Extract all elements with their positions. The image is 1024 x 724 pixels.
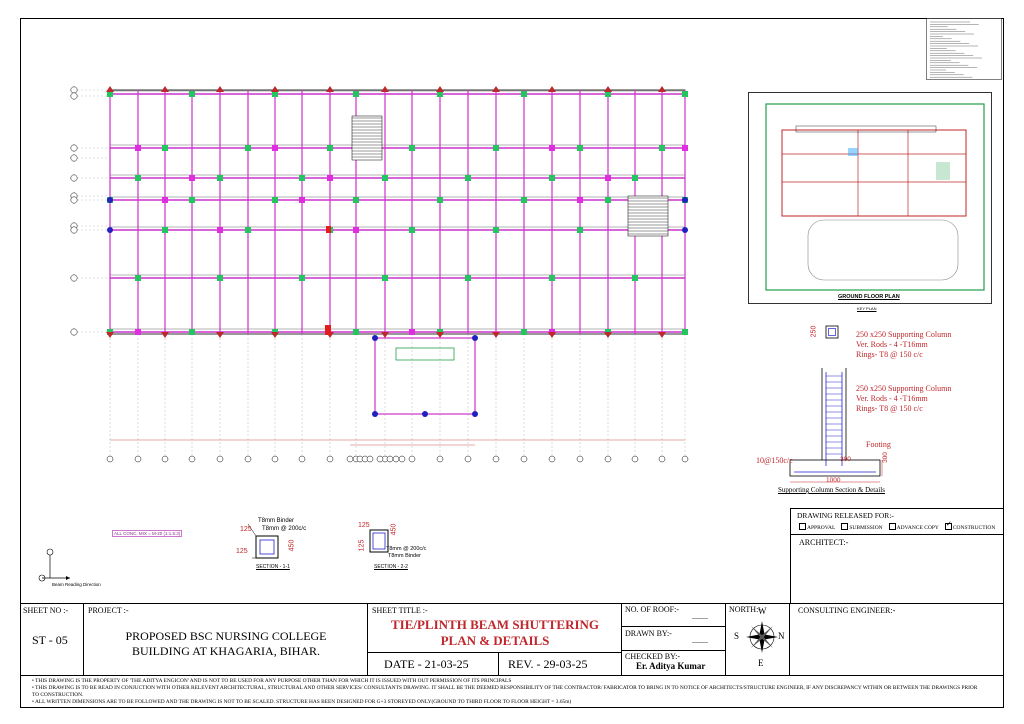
column-m-6-1 [272,145,278,151]
grid-bubble-bottom-25 [367,456,373,462]
note-2: • THIS DRAWING IS TO BE READ IN CONJUCTION WITH OTHER RELEVENT ARCHITECTURAL, STRUCTURAL AND OTHER SERVICES/ CONSULTANTS DRAWING. IT SHALL BE THE DEEMED RESPONSIBILITY OF THE CONTRACTOR/ FABRICATOR TO BRING IN TO NOTICE OF ARCHITECTS/STRUCTURE ENGINEER, IF ANY DISCREPANCY WITHIN OR BETWEEN THE DRAWINGS PRIOR TO CONSTRUCTION. [32,685,978,698]
column-14-4 [493,227,499,233]
checked-value: Er. Aditya Kumar [636,661,706,671]
sheet-no-cell [20,603,84,675]
sheet-no-label: SHEET NO :- [23,606,69,615]
concrete-mix-note: ALL CONC. MIX = M-20 (1:1.5:3) [114,531,181,536]
grid-bubble-bottom-27 [387,456,393,462]
consulting-cell [790,603,1004,675]
column-13-5 [465,275,471,281]
grid-bubble-bottom-12 [437,456,443,462]
section-1-dim-a: 125 [236,548,248,555]
column-13-2 [465,175,471,181]
note-1-text: THIS DRAWING IS THE PROPERTY OF 'THE ADITYA ENGICON' AND IS NOT TO BE USED FOR ANY PURPOSE OTHER THAN FOR WHICH IT IS ISSUED WITH OUT PERMISSION OF ITS PRINCIPALS [35,678,512,684]
bottom-marker-2 [161,332,169,338]
drawn-value: -------- [692,640,708,646]
consulting-label: CONSULTING ENGINEER:- [798,606,896,615]
grid-bubble-bottom-1 [135,456,141,462]
grid-bubble-bottom-5 [245,456,251,462]
column-21-6 [682,329,688,335]
grid-bubble-left-3 [71,155,77,161]
section-1-dim-w: 125 [240,526,252,533]
porch-column-4 [422,411,428,417]
roof-label: NO. OF ROOF:- [625,605,680,614]
column-19-5 [632,275,638,281]
grid-bubble-bottom-7 [299,456,305,462]
column-m-16-1 [549,145,555,151]
sheet-title-line-1: TIE/PLINTH BEAM SHUTTERING [390,617,600,632]
column-20-1 [659,145,665,151]
top-marker-14 [492,86,500,92]
architect-box [790,534,1004,604]
beam-direction-legend [36,546,76,586]
note-1: • THIS DRAWING IS THE PROPERTY OF 'THE ADITYA ENGICON' AND IS NOT TO BE USED FOR ANY PURPOSE OTHER THAN FOR WHICH IT IS ISSUED WITH OUT PERMISSION OF ITS PRINCIPALS [32,678,512,684]
staircase-0 [352,116,382,160]
top-marker-20 [658,86,666,92]
key-plan [748,92,992,304]
column-m-7-3 [299,197,305,203]
sheet-title-cell [368,603,622,675]
north-cell [726,603,790,675]
grid-bubble-bottom-8 [327,456,333,462]
column-3-3 [189,197,195,203]
column-11-4 [409,227,415,233]
column-21-0 [682,91,688,97]
bottom-marker-4 [216,332,224,338]
section-1-binder: T8mm Binder [258,518,295,524]
column-11-1 [409,145,415,151]
compass-n: N [778,631,785,641]
column-m-11-6 [409,329,415,335]
column-m-2-3 [162,197,168,203]
column-5-1 [245,145,251,151]
grid-bubble-bottom-19 [632,456,638,462]
section-2-caption: SECTION - 2-2 [374,564,408,570]
highlight-column-a [325,325,331,335]
sheet-title-line-2: PLAN & DETAILS [440,633,550,648]
grid-bubble-left-0 [71,87,77,93]
release-option-approval[interactable] [799,523,835,531]
grid-bubble-left-8 [71,227,77,233]
column-1-5 [135,275,141,281]
top-marker-10 [381,86,389,92]
release-option-construction[interactable] [945,520,996,531]
section-1-caption: SECTION - 1-1 [256,564,290,570]
key-plan-sub: KEY PLAN [857,306,877,311]
release-checkbox-submission[interactable] [841,523,848,530]
column-m-21-1 [682,145,688,151]
grid-bubble-bottom-0 [107,456,113,462]
grid-bubble-bottom-28 [393,456,399,462]
sheet-title-label: SHEET TITLE :- [372,606,428,615]
drawn-label: DRAWN BY:- [625,629,672,638]
column-top-note [856,330,951,360]
column-m-4-4 [217,227,223,233]
porch-column-2 [372,411,378,417]
column-mid-note-l2: Ver. Rods - 4 -T16mm [856,394,928,403]
drawing-released-box [790,508,1004,534]
drawing-released-title: DRAWING RELEASED FOR:- [797,511,894,520]
column-m-1-1 [135,145,141,151]
general-notes-table [926,18,1002,80]
grid-bubble-bottom-4 [217,456,223,462]
release-option-advance-copy[interactable] [889,523,939,531]
section-2-dim-a: 125 [358,539,366,552]
note-3-text: ALL WRITTEN DIMENSIONS ARE TO BE FOLLOWED AND THE DRAWING IS NOT TO BE SCALED. STRUCTURE HAS BEEN DESIGNED FOR G+3 STOREYED ONLY(GROUND TO THIRD FLOOR TO FLOOR HEIGHT = 3.65m) [34,699,572,705]
grid-bubble-bottom-6 [272,456,278,462]
grid-bubble-bottom-11 [409,456,415,462]
porch-column-3 [472,411,478,417]
section-2-spacing: T8mm @ 200c/c [386,546,427,552]
rev-value: REV. - 29-03-25 [508,657,588,671]
release-option-construction-label: CONSTRUCTION [952,525,996,531]
date-row [368,652,622,676]
column-7-2 [299,175,305,181]
grid-bubble-bottom-15 [521,456,527,462]
section-2-binder: T8mm Binder [388,553,422,559]
footing-bars-label: 10@150c/c [756,456,793,465]
plinth-beam-plan [60,70,740,470]
column-m-3-2 [189,175,195,181]
grid-bubble-bottom-2 [162,456,168,462]
top-marker-0 [106,86,114,92]
roof-value: -------- [692,616,708,622]
grid-bubble-bottom-29 [399,456,405,462]
grid-bubble-left-2 [71,145,77,151]
checked-label: CHECKED BY:- [625,652,681,661]
release-options [799,520,996,531]
grid-bubble-left-10 [71,329,77,335]
date-divider [498,653,499,676]
section-1-spacing: T8mm @ 200c/c [262,526,307,532]
project-line-2: BUILDING AT KHAGARIA, BIHAR. [131,644,321,658]
column-3-0 [189,91,195,97]
column-mid-note-l3: Rings- T8 @ 150 c/c [856,404,923,413]
column-1-2 [135,175,141,181]
footing-dim-300b: 300 [881,452,889,463]
release-option-submission[interactable] [841,523,882,531]
compass-rose-icon [742,617,782,657]
grid-bubble-bottom-17 [577,456,583,462]
column-6-3 [272,197,278,203]
column-17-1 [577,145,583,151]
roof-cell [622,603,726,627]
column-m-1-6 [135,329,141,335]
column-12-3 [437,197,443,203]
grid-bubble-left-9 [71,275,77,281]
edge-pile-1 [682,197,688,203]
edge-pile-3 [682,227,688,233]
bottom-marker-10 [381,332,389,338]
bottom-marker-14 [492,332,500,338]
footing-label: Footing [866,440,891,449]
grid-bubble-bottom-13 [465,456,471,462]
footing-dim-1000: 1000 [826,477,841,484]
column-16-5 [549,275,555,281]
column-8-1 [327,145,333,151]
column-2-1 [162,145,168,151]
note-2-text: THIS DRAWING IS TO BE READ IN CONJUCTION WITH OTHER RELEVENT ARCHITECTURAL, STRUCTURAL AND OTHER SERVICES/ CONSULTANTS DRAWING. IT SHALL BE THE DEEMED RESPONSIBILITY OF THE CONTRACTOR/ FABRICATOR TO BRING IN TO NOTICE OF ARCHITECTS/STRUCTURE ENGINEER, IF ANY DISCREPANCY WITHIN OR BETWEEN THE DRAWINGS PRIOR TO CONSTRUCTION. [32,685,978,698]
section-2-dim-h: 450 [390,523,398,536]
section-1-dim-h: 450 [288,539,296,552]
grid-bubble-left-4 [71,175,77,181]
column-15-0 [521,91,527,97]
column-15-6 [521,329,527,335]
column-4-2 [217,175,223,181]
column-detail-caption: Supporting Column Section & Details [778,486,885,494]
column-m-8-2 [327,175,333,181]
project-line-1: PROPOSED BSC NURSING COLLEGE [125,629,327,643]
porch-step [396,348,454,360]
compass-w: W [758,606,767,616]
porch-column-1 [472,335,478,341]
column-3-6 [189,329,195,335]
release-checkbox-construction[interactable] [945,520,952,530]
checked-cell [622,651,726,675]
top-marker-2 [161,86,169,92]
key-plan-caption: GROUND FLOOR PLAN [838,294,900,300]
column-9-6 [353,329,359,335]
project-label: PROJECT :- [88,606,129,615]
check-icon: ✓ [945,520,952,528]
column-dim-250: 250 [810,325,818,338]
column-5-4 [245,227,251,233]
top-marker-12 [436,86,444,92]
porch-beam [375,338,475,414]
project-cell [84,603,368,675]
grid-bubble-bottom-18 [605,456,611,462]
column-15-3 [521,197,527,203]
top-marker-18 [604,86,612,92]
bottom-marker-20 [658,332,666,338]
column-m-9-4 [353,227,359,233]
grid-bubble-bottom-16 [549,456,555,462]
footing-dim-300a: 300 [840,456,851,463]
section-2-dim-top: 125 [358,522,370,529]
column-top-note-l2: Ver. Rods - 4 -T16mm [856,340,928,349]
column-2-4 [162,227,168,233]
column-mid-note [856,384,951,414]
release-checkbox-advance-copy[interactable] [889,523,896,530]
grid-bubble-bottom-20 [659,456,665,462]
release-option-advance-label: ADVANCE COPY [896,525,939,531]
grid-bubble-bottom-14 [493,456,499,462]
column-14-1 [493,145,499,151]
top-marker-4 [216,86,224,92]
release-option-submission-label: SUBMISSION [849,525,883,531]
column-10-2 [382,175,388,181]
column-m-17-3 [577,197,583,203]
column-top-note-l1: 250 x250 Supporting Column [856,330,952,339]
release-checkbox-approval[interactable] [799,523,806,530]
column-4-5 [217,275,223,281]
compass-s: S [734,631,740,641]
porch-column-0 [372,335,378,341]
drawn-cell [622,627,726,651]
notes-block [20,675,1004,708]
column-16-2 [549,175,555,181]
top-marker-16 [548,86,556,92]
column-17-4 [577,227,583,233]
top-marker-6 [271,86,279,92]
grid-bubble-bottom-22 [347,456,353,462]
note-3: • ALL WRITTEN DIMENSIONS ARE TO BE FOLLOWED AND THE DRAWING IS NOT TO BE SCALED. STRUCTURE HAS BEEN DESIGNED FOR G+3 STOREYED ONLY(GROUND TO THIRD FLOOR TO FLOOR HEIGHT = 3.65m) [32,699,572,705]
column-mid-note-l1: 250 x250 Supporting Column [856,384,952,393]
column-19-2 [632,175,638,181]
grid-bubble-bottom-26 [377,456,383,462]
grid-bubble-bottom-21 [682,456,688,462]
compass-e: E [758,658,764,668]
column-top-note-l3: Rings- T8 @ 150 c/c [856,350,923,359]
grid-bubble-bottom-3 [189,456,195,462]
highlight-column-b [326,226,331,233]
date-value: DATE - 21-03-25 [384,657,469,671]
beam-direction-label: Beam Reading Direction [52,582,101,587]
column-9-0 [353,91,359,97]
column-10-5 [382,275,388,281]
sheet-no-value: ST - 05 [32,633,68,647]
grid-bubble-left-6 [71,197,77,203]
grid-bubble-left-1 [71,93,77,99]
column-7-5 [299,275,305,281]
column-18-3 [605,197,611,203]
release-option-approval-label: APPROVAL [807,525,836,531]
plan-outline [110,90,685,334]
column-9-3 [353,197,359,203]
north-label: NORTH:- [729,605,761,614]
top-marker-8 [326,86,334,92]
column-m-18-2 [605,175,611,181]
architect-label: ARCHITECT:- [799,538,849,547]
